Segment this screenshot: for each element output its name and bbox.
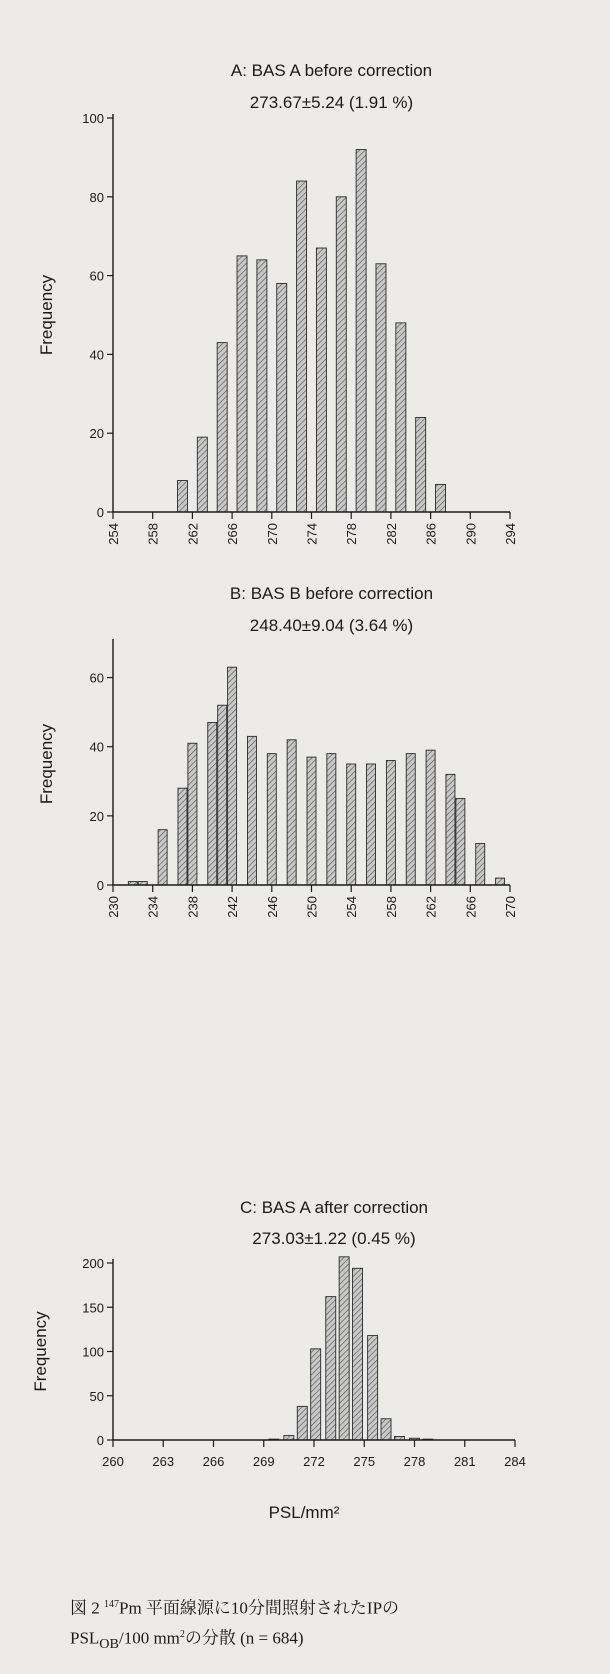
- x-axis-label: PSL/mm²: [268, 1503, 340, 1522]
- chart-title: B: BAS B before correction: [229, 584, 434, 603]
- histogram-bar: [297, 181, 307, 512]
- histogram-bar: [217, 343, 227, 512]
- x-tick-label: 275: [353, 1454, 376, 1469]
- x-tick-label: 238: [185, 896, 201, 918]
- x-tick-label: 234: [145, 896, 161, 918]
- histogram-bar: [327, 754, 336, 885]
- histogram-bar: [326, 1297, 336, 1440]
- x-tick-label: 266: [463, 896, 479, 918]
- x-tick-label: 270: [503, 896, 518, 918]
- x-tick-label: 281: [453, 1454, 476, 1469]
- x-tick-label: 262: [423, 896, 439, 918]
- x-tick-label: 269: [252, 1454, 275, 1469]
- y-axis-label: Frequency: [37, 274, 56, 356]
- histogram-bar: [228, 667, 237, 885]
- histogram-bar: [218, 705, 227, 885]
- histogram-bar: [287, 740, 296, 885]
- histogram-bar: [178, 788, 187, 885]
- x-tick-label: 282: [383, 523, 399, 545]
- caption-line-2: $PSL_{OB}/100$ $mm^2$の分散 (n = 684): [70, 1628, 304, 1652]
- y-tick-label: 60: [89, 268, 104, 284]
- histogram-bar: [436, 484, 446, 512]
- chart-panel-2: [37, 584, 518, 918]
- x-tick-label: 274: [304, 523, 320, 545]
- x-tick-label: 254: [344, 896, 360, 918]
- x-tick-label: 262: [185, 523, 201, 545]
- y-tick-label: 100: [82, 1344, 104, 1360]
- histogram-bar: [426, 750, 435, 885]
- y-tick-label: 20: [89, 426, 104, 442]
- histogram-bar: [367, 764, 376, 885]
- y-axis-label: Frequency: [37, 723, 56, 805]
- histogram-bar: [406, 754, 415, 885]
- y-axis-label: Frequency: [31, 1311, 50, 1392]
- histogram-bar: [316, 248, 326, 512]
- chart-panel-3: [31, 1198, 526, 1522]
- histogram-bar: [277, 283, 287, 512]
- x-tick-label: 260: [102, 1454, 124, 1469]
- histogram-bar: [237, 256, 247, 512]
- x-tick-label: 250: [304, 896, 320, 918]
- y-tick-label: 20: [89, 808, 104, 824]
- histogram-bar: [208, 723, 217, 885]
- figure-caption: [70, 1592, 590, 1657]
- x-tick-label: 258: [145, 523, 161, 545]
- x-tick-label: 242: [225, 896, 241, 918]
- chart-subtitle: 273.03±1.22 (0.45 %): [252, 1229, 416, 1248]
- y-tick-label: 60: [89, 670, 104, 686]
- histogram-bar: [267, 754, 276, 885]
- histogram-bar: [456, 799, 465, 885]
- y-tick-label: 200: [82, 1256, 104, 1271]
- x-tick-label: 294: [503, 523, 518, 545]
- histogram-bar: [197, 437, 207, 512]
- x-tick-label: 266: [202, 1454, 225, 1469]
- histogram-bar: [307, 757, 316, 885]
- x-tick-label: 230: [106, 896, 121, 918]
- histogram-bar: [496, 878, 505, 885]
- y-tick-label: 40: [89, 347, 104, 363]
- x-tick-label: 284: [504, 1454, 526, 1469]
- x-tick-label: 266: [225, 523, 241, 545]
- y-tick-label: 80: [89, 189, 104, 205]
- x-tick-label: 290: [463, 523, 479, 545]
- histogram-bar: [177, 480, 187, 512]
- x-tick-label: 278: [403, 1454, 426, 1469]
- x-tick-label: 272: [303, 1454, 325, 1469]
- histogram-bar: [336, 197, 346, 512]
- y-tick-label: 40: [89, 739, 104, 755]
- histogram-bar: [247, 736, 256, 885]
- chart-panel-1: [37, 61, 518, 545]
- histogram-bar: [376, 264, 386, 512]
- chart-subtitle: 273.67±5.24 (1.91 %): [249, 93, 414, 112]
- x-tick-label: 246: [264, 896, 280, 918]
- x-tick-label: 263: [152, 1454, 175, 1469]
- histogram-bar: [368, 1336, 378, 1440]
- histogram-bar: [311, 1349, 321, 1440]
- chart-title: A: BAS A before correction: [230, 61, 433, 80]
- histogram-bar: [416, 417, 426, 512]
- histogram-bar: [381, 1419, 391, 1440]
- histogram-bar: [257, 260, 267, 512]
- histogram-bar: [188, 743, 197, 885]
- histogram-bar: [356, 150, 366, 512]
- histogram-bar: [386, 761, 395, 885]
- x-tick-label: 286: [423, 523, 439, 545]
- x-tick-label: 278: [344, 523, 360, 545]
- y-tick-label: 150: [82, 1300, 104, 1316]
- histogram-bar: [297, 1406, 307, 1440]
- x-tick-label: 270: [264, 523, 280, 545]
- y-tick-label: 0: [96, 1433, 104, 1448]
- histogram-bar: [446, 774, 455, 885]
- chart-subtitle: 248.40±9.04 (3.64 %): [249, 616, 414, 635]
- chart-title: C: BAS A after correction: [239, 1198, 429, 1217]
- x-tick-label: 254: [106, 523, 121, 545]
- histogram-bar: [347, 764, 356, 885]
- y-tick-label: 0: [96, 505, 104, 520]
- histogram-bar: [396, 323, 406, 512]
- caption-line-1: 図 2 $^{147}$Pm 平面線源に10分間照射されたIPの: [70, 1598, 400, 1618]
- histogram-bar: [476, 844, 485, 885]
- histogram-bar: [353, 1268, 363, 1440]
- y-tick-label: 50: [89, 1388, 104, 1404]
- histogram-bar: [158, 830, 167, 885]
- y-tick-label: 100: [82, 111, 104, 126]
- x-tick-label: 258: [383, 896, 399, 918]
- histogram-bar: [339, 1257, 349, 1440]
- y-tick-label: 0: [96, 878, 104, 893]
